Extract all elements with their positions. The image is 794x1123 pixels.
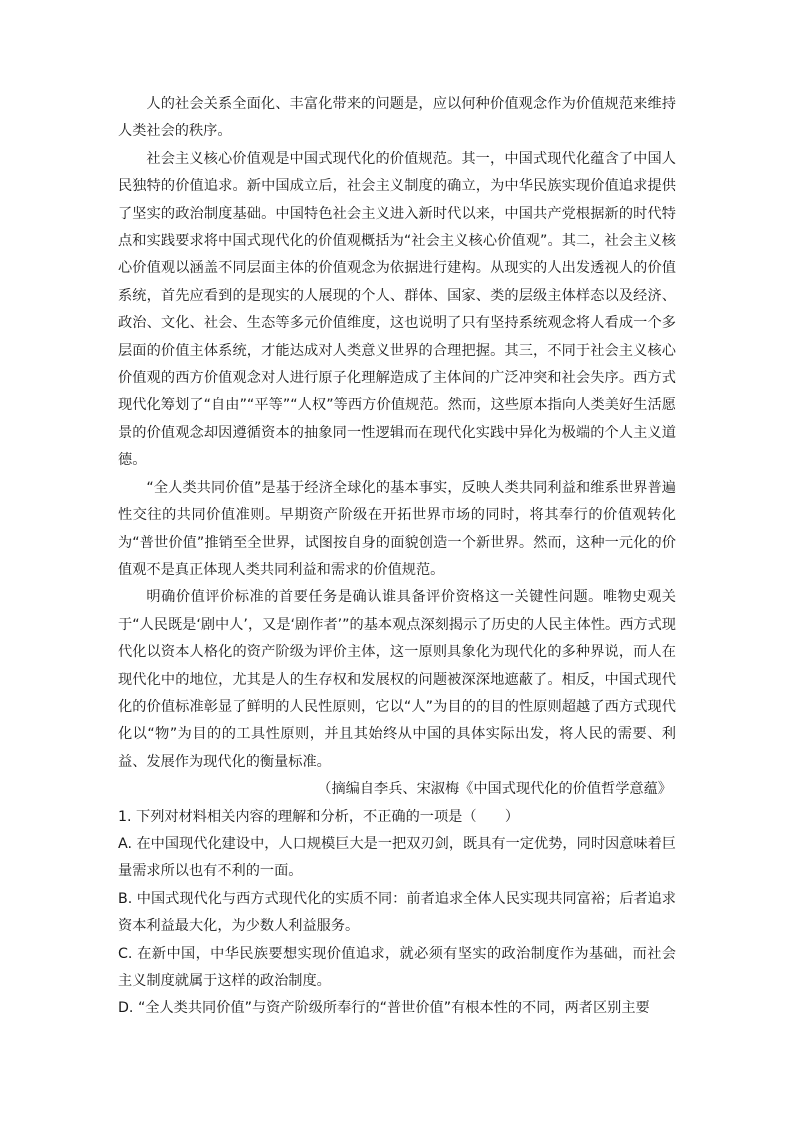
article-paragraph-3: “全人类共同价值”是基于经济全球化的基本事实，反映人类共同利益和维系世界普遍性交往的共同价值准则。早期资产阶级在开拓世界市场的同时，将其奉行的价值观转化为“普世价值”推销至全世界，试图按自身的面貌创造一个新世界。然而，这种一元化的价值观不是真正体现人类共同利益和需求的价值规范。 (118, 479, 676, 578)
question-stem: 1. 下列对材料相关内容的理解和分析，不正确的一项是（ ） (118, 808, 520, 825)
document-page (118, 91, 676, 1023)
option-d: D. “全人类共同价值”与资产阶级所奉行的“普世价值”有根本性的不同，两者区别主要 (118, 1000, 650, 1017)
article-paragraph-1: 人的社会关系全面化、丰富化带来的问题是，应以何种价值观念作为价值规范来维持人类社会的秩序。 (118, 96, 676, 140)
option-a: A. 在中国现代化建设中，人口规模巨大是一把双刃剑，既具有一定优势，同时因意味着巨量需求所以也有不利的一面。 (118, 835, 676, 880)
article-paragraph-2: 社会主义核心价值观是中国式现代化的价值规范。其一，中国式现代化蕴含了中国人民独特的价值追求。新中国成立后，社会主义制度的确立，为中华民族实现价值追求提供了坚实的政治制度基础。中国特色社会主义进入新时代以来，中国共产党根据新的时代特点和实践要求将中国式现代化的价值观概括为“社会主义核心价值观”。其二，社会主义核心价值观以涵盖不同层面主体的价值观念为依据进行建构。从现实的人出发透视人的价值系统，首先应看到的是现实的人展现的个人、群体、国家、类的层级主体样态以及经济、政治、文化、社会、生态等多元价值维度，这也说明了只有坚持系统观念将人看成一个多层面的价值主体系统，才能达成对人类意义世界的合理把握。其三，不同于社会主义核心价值观的西方价值观念对人进行原子化理解造成了主体间的广泛冲突和社会失序。西方式现代化筹划了“自由”“平等”“人权”等西方价值规范。然而，这些原本指向人类美好生活愿景的价值观念却因遵循资本的抽象同一性逻辑而在现代化实践中异化为极端的个人主义道德。 (118, 150, 676, 469)
option-b: B. 中国式现代化与西方式现代化的实质不同：前者追求全体人民实现共同富裕；后者追求资本利益最大化，为少数人利益服务。 (118, 890, 676, 935)
article-source: （摘编自李兵、宋淑梅《中国式现代化的价值哲学意蕴》 (317, 781, 672, 798)
article-paragraph-4: 明确价值评价标准的首要任务是确认谁具备评价资格这一关键性问题。唯物史观关于“人民既是‘剧中人’，又是‘剧作者’”的基本观点深刻揭示了历史的人民主体性。西方式现代化以资本人格化的资产阶级为评价主体，这一原则具象化为现代化的多种界说，而人在现代化中的地位，尤其是人的生存权和发展权的问题被深深地遮蔽了。相反，中国式现代化的价值标准彰显了鲜明的人民性原则，它以“人”为目的的目的性原则超越了西方式现代化以“物”为目的的工具性原则，并且其始终从中国的具体实际出发，将人民的需要、利益、发展作为现代化的衡量标准。 (118, 589, 676, 770)
option-c: C. 在新中国，中华民族要想实现价值追求，就必须有坚实的政治制度作为基础，而社会主义制度就属于这样的政治制度。 (118, 945, 676, 989)
